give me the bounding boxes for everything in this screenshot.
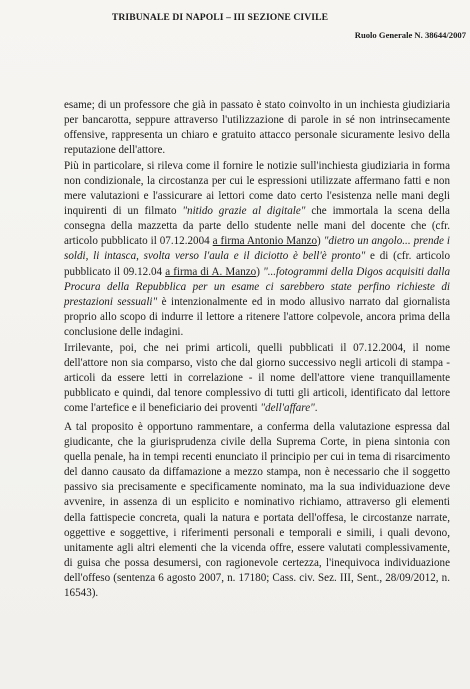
paragraph-2-text: che immortala la scena della consegna della mazzetta da parte dello studente nelle mani del docente che (cfr. articolo pubblicato il 07.12.2004: [64, 205, 450, 248]
quote-filmato: "nitido grazie al digitale": [182, 205, 306, 218]
paragraph-2: [64, 159, 450, 340]
paragraph-3-text: Irrilevante, poi, che nei primi articoli, quelli pubblicati il 07.12.2004, il nome dell'attore non sia comparso, visto che dal giorno successivo negli articoli di stampa - articoli da essere letti in correlazione - il nome dell'attore viene tranquillamente pubblicato e quindi, dal tenore complessivo di tutti gli articoli, identificato dal lettore come l'artefice e il beneficiario dei proventi: [64, 341, 450, 414]
case-number: Ruolo Generale N. 38644/2007: [354, 30, 466, 40]
paragraph-2-text: è intenzionalmente ed in modo allusivo narrato dal giornalista proprio allo scopo di indurre il lettore a ritenere l'attore colpevole, ancora prima della conclusione delle indagini.: [64, 295, 451, 338]
court-header: TRIBUNALE DI NAPOLI – III SEZIONE CIVILE: [111, 12, 329, 23]
paragraph-2-text: e di (cfr. articolo pubblicato il 09.12.04: [64, 250, 450, 278]
paragraph-2-text: ): [256, 265, 264, 278]
paragraph-3-text: .: [314, 401, 318, 414]
paragraph-2-text: ): [317, 235, 324, 248]
quote-fotogrammi: "...fotogrammi della Digos acquisiti dalla Procura della Repubblica per un esame ci sarebbero state perfino richieste di prestazioni sessuali": [64, 265, 450, 308]
quote-dietro-un-angolo: "dietro un angolo... prende i soldi, li intasca, svolta verso l'aula e il diciotto è bell'è pronto": [64, 235, 450, 263]
document-body: [64, 98, 450, 601]
byline-antonio-manzo: a firma Antonio Manzo: [212, 235, 318, 248]
paragraph-4: A tal proposito è opportuno rammentare, a conferma della valutazione espressa dal giudicante, che la giurisprudenza civile della Suprema Corte, in piena sintonia con quella penale, ha in tempi recenti enunciato il principio per cui in tema di risarcimento del danno causato da diffamazione a mezzo stampa, non è necessario che il soggetto passivo sia precisamente e specificamente nominato, ma la sua individuazione deve avvenire, in assenza di un esplicito e nominativo richiamo, attraverso gli elementi della fattispecie concreta, quali la natura e portata dell'offesa, le circostanze narrate, oggettive e soggettive, i riferimenti personali e temporali e simili, i quali devono, unitamente agli altri elementi che la vicenda offre, essere valutati complessivamente, di guisa che possa desumersi, con ragionevole certezza, l'inequivoca individuazione dell'offeso (sentenza 6 agosto 2007, n. 17180; Cass. civ. Sez. III, Sent., 28/09/2012, n. 16543).: [64, 420, 450, 599]
paragraph-3: [64, 341, 450, 416]
paragraph-1: esame; di un professore che già in passato è stato coinvolto in un inchiesta giudiziaria per bancarotta, seppure attraverso l'utilizzazione di parole in sé non intrinsecamente offensive, rappresenta un chiaro e gratuito attacco personale sicuramente lesivo della reputazione dell'attore.: [64, 99, 450, 157]
quote-affare: "dell'affare": [260, 401, 315, 414]
paragraph-2-text: Più in particolare, si rileva come il fornire le notizie sull'inchiesta giudiziaria in forma non condizionale, la circostanza per cui le espressioni utilizzate affermano fatti e non mere valutazioni e l'assicurare ai lettori come dato certo l'esistenza nelle mani degli inquirenti di un filmato: [64, 159, 450, 218]
byline-a-manzo: a firma di A. Manzo: [165, 265, 257, 278]
